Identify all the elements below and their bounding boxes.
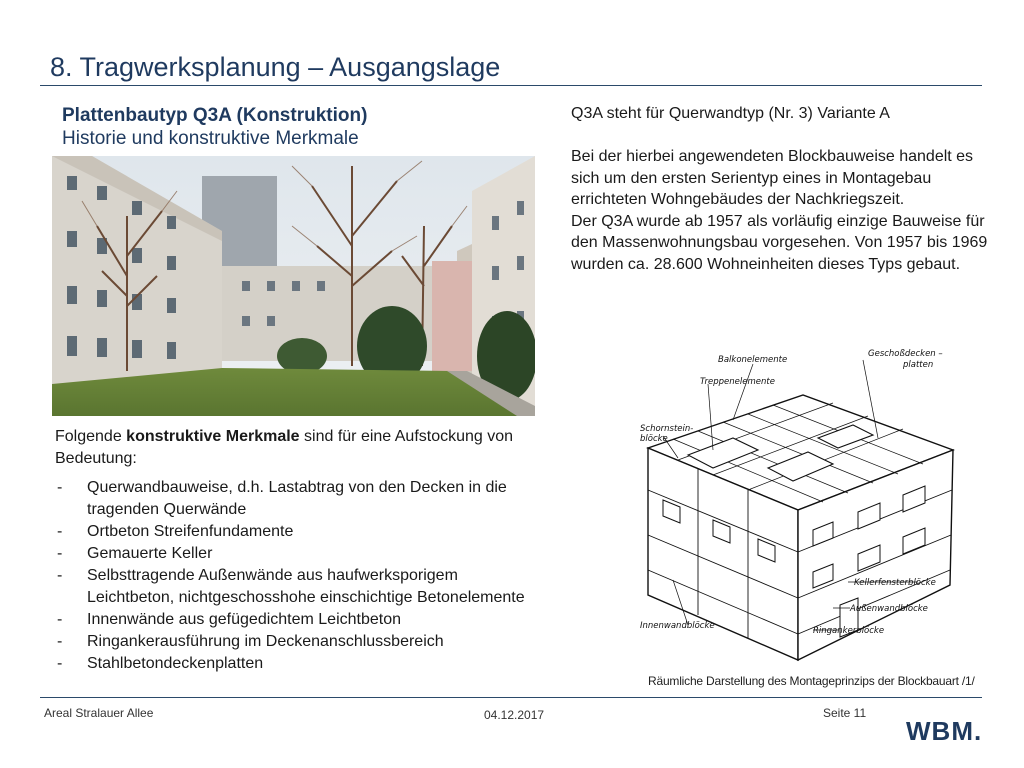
feature-list <box>55 477 535 675</box>
section-subheading: Historie und konstruktive Merkmale <box>62 128 359 149</box>
list-dash: - <box>57 633 63 650</box>
history-paragraph-1: Bei der hierbei angewendeten Blockbauweise handelt es sich um den ersten Serientyp eines in Montagebau errichteten Wohngebäudes der Nachkriegszeit. <box>571 148 974 208</box>
features-intro-emphasis: konstruktive Merkmale <box>126 428 300 445</box>
title-divider <box>40 85 982 86</box>
list-item: - Ortbeton Streifenfundamente <box>55 521 535 543</box>
list-item: - Selbsttragende Außenwände aus haufwerksporigem Leichtbeton, nichtgeschosshohe einschichtige Betonelemente <box>57 567 525 606</box>
wbm-logo: WBM. <box>906 716 983 746</box>
description-text <box>571 103 991 275</box>
building-photo <box>52 156 535 416</box>
list-item: - Stahlbetondeckenplatten <box>55 653 535 675</box>
label-innenwandbloecke: Innenwandblöcke <box>640 621 715 631</box>
label-treppenelemente: Treppenelemente <box>700 377 775 387</box>
section-heading: Plattenbautyp Q3A (Konstruktion) <box>62 105 368 126</box>
slide-title: 8. Tragwerksplanung – Ausgangslage <box>50 52 501 82</box>
list-item: - Gemauerte Keller <box>55 543 535 565</box>
label-schornsteinbloecke: Schornstein- <box>640 424 694 434</box>
list-dash: - <box>57 545 63 562</box>
construction-diagram <box>618 340 970 670</box>
label-geschossdecken-2: platten <box>903 360 934 370</box>
list-dash: - <box>57 655 63 672</box>
history-paragraph-2: Der Q3A wurde ab 1957 als vorläufig einzige Bauweise für den Massenwohnungsbau vorgesehen. Von 1957 bis 1969 wurden ca. 28.600 Wohneinheiten dieses Typs gebaut. <box>571 212 988 273</box>
label-geschossdecken: Geschoßdecken – <box>868 349 943 359</box>
type-definition: Q3A steht für Querwandtyp (Nr. 3) Variante A <box>571 105 890 122</box>
label-ringankerbloecke: Ringankerblöcke <box>813 626 885 636</box>
list-item: - Ringankerausführung im Deckenanschlussbereich <box>55 631 535 653</box>
label-aussenwandbloecke: Außenwandblöcke <box>850 604 928 614</box>
list-item: - Querwandbauweise, d.h. Lastabtrag von den Decken in die tragenden Querwände <box>57 479 507 518</box>
list-item: - Innenwände aus gefügedichtem Leichtbeton <box>55 609 535 631</box>
features-intro <box>55 426 525 469</box>
list-dash: - <box>57 523 63 540</box>
list-dash: - <box>57 567 63 584</box>
label-schornsteinbloecke-2: blöcke <box>640 434 668 444</box>
list-dash: - <box>57 611 63 628</box>
features-intro-suffix: sind für eine Aufstockung von Bedeutung: <box>55 428 514 467</box>
footer-date: 04.12.2017 <box>484 708 545 722</box>
page-number: Seite 11 <box>823 706 867 720</box>
list-dash: - <box>57 479 63 496</box>
label-balkonelemente: Balkonelemente <box>718 355 788 365</box>
label-kellerfensterbloecke: Kellerfensterblöcke <box>854 578 936 588</box>
features-intro-prefix: Folgende <box>55 428 127 445</box>
footer-project: Areal Stralauer Allee <box>44 706 154 720</box>
footer-divider <box>40 697 982 698</box>
diagram-caption: Räumliche Darstellung des Montageprinzips der Blockbauart /1/ <box>648 674 975 688</box>
